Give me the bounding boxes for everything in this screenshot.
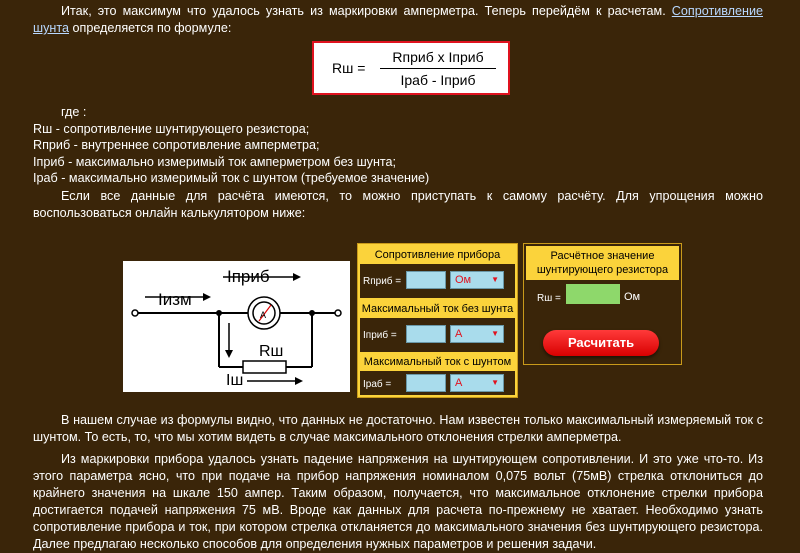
select-r-unit-value: Ом (455, 274, 472, 286)
select-i-device-unit-value: А (455, 328, 463, 340)
formula-numerator: Rприб x Iприб (392, 49, 484, 65)
calculator-result-panel (523, 243, 682, 365)
group-title-current-with-shunt: Максимальный ток с шунтом (363, 356, 512, 368)
result-unit: Ом (624, 291, 641, 303)
formula-fraction-bar (380, 68, 496, 69)
marking-paragraph: Из маркировки прибора удалось узнать падение напряжения на шунтирующем сопротивлении. И это уже что-то. Из этого параметра ясно, что при подаче на прибор напряжения номиналом 0,075 вольт (75мВ) стрелка отклониться до крайнего значения на шкале 150 ампер. Таким образом, получается, что максимальное отклонение стрелки прибора достигается подачей напряжения 75 мВ. Вроде как данных для расчета по-прежнему не хватает. Необходимо узнать сопротивление прибора и ток, при котором стрелка откланяется до максимального значения без шунтирующего резистора. Далее предлагаю несколько способов для определения нужных параметров и решения задачи. (33, 452, 763, 551)
row-current-with-shunt (360, 371, 515, 395)
formula-lhs: Rш = (332, 60, 366, 76)
input-i-device[interactable] (406, 325, 446, 343)
chevron-down-icon: ▼ (491, 378, 499, 387)
shunt-resistance-link[interactable]: Сопротивление шунта (33, 4, 763, 35)
definition-item: Rприб - внутреннее сопротивление амперметра; (33, 138, 320, 153)
select-i-device-unit[interactable] (450, 325, 504, 343)
label-i-dev: Iприб (227, 267, 270, 286)
calc-intro-paragraph: Если все данные для расчёта имеются, то можно приступать к самому расчёту. Для упрощения можно воспользоваться онлайн калькулятором ниже: (33, 189, 763, 220)
shunt-circuit-diagram (123, 261, 350, 392)
label-i-work: Iраб = (363, 379, 392, 390)
formula-box (312, 41, 510, 95)
label-r-device: Rприб = (363, 276, 402, 287)
result-label: Rш = (537, 293, 561, 304)
definitions-where: где : (61, 105, 87, 119)
label-i-device: Iприб = (363, 330, 397, 341)
formula-denominator: Iраб - Iприб (400, 72, 476, 88)
select-i-work-unit-value: А (455, 377, 463, 389)
calculate-button[interactable]: Расчитать (543, 330, 659, 356)
input-i-work[interactable] (406, 374, 446, 392)
definition-item: Iраб - максимально измеримый ток с шунтом (требуемое значение) (33, 171, 430, 186)
select-i-work-unit[interactable] (450, 374, 504, 392)
group-title-current-no-shunt: Максимальный ток без шунта (361, 303, 514, 315)
case-paragraph: В нашем случае из формулы видно, что данных не достаточно. Нам известен только максимальный измеряемый ток с шунтом. То есть, то, что мы хотим видеть в случае максимального отклонения стрелки амперметра. (33, 413, 763, 444)
intro-text-end: определяется по формуле: (69, 21, 232, 35)
definition-item: Rш - сопротивление шунтирующего резистора; (33, 121, 310, 136)
definitions-list (33, 104, 533, 187)
chevron-down-icon: ▼ (491, 329, 499, 338)
group-title-resistance: Сопротивление прибора (374, 249, 501, 261)
ammeter-letter: A (260, 310, 267, 320)
result-output (566, 284, 620, 304)
input-r-device[interactable] (406, 271, 446, 289)
definition-item: Iприб - максимально измеримый ток амперметром без шунта; (33, 154, 397, 169)
intro-text: Итак, это максимум что удалось узнать из маркировки амперметра. Теперь перейдём к расчетам. (61, 4, 672, 18)
row-current-no-shunt (360, 318, 515, 352)
result-title: Расчётное значение шунтирующего резистора (526, 246, 679, 280)
intro-paragraph (33, 3, 763, 37)
label-i-shunt: Iш (226, 372, 244, 389)
label-r-shunt: Rш (259, 343, 284, 360)
select-r-unit[interactable] (450, 271, 504, 289)
chevron-down-icon: ▼ (491, 275, 499, 284)
label-i-meas: Iизм (158, 290, 192, 309)
calculator-input-panel (357, 243, 518, 398)
row-resistance (360, 264, 515, 298)
